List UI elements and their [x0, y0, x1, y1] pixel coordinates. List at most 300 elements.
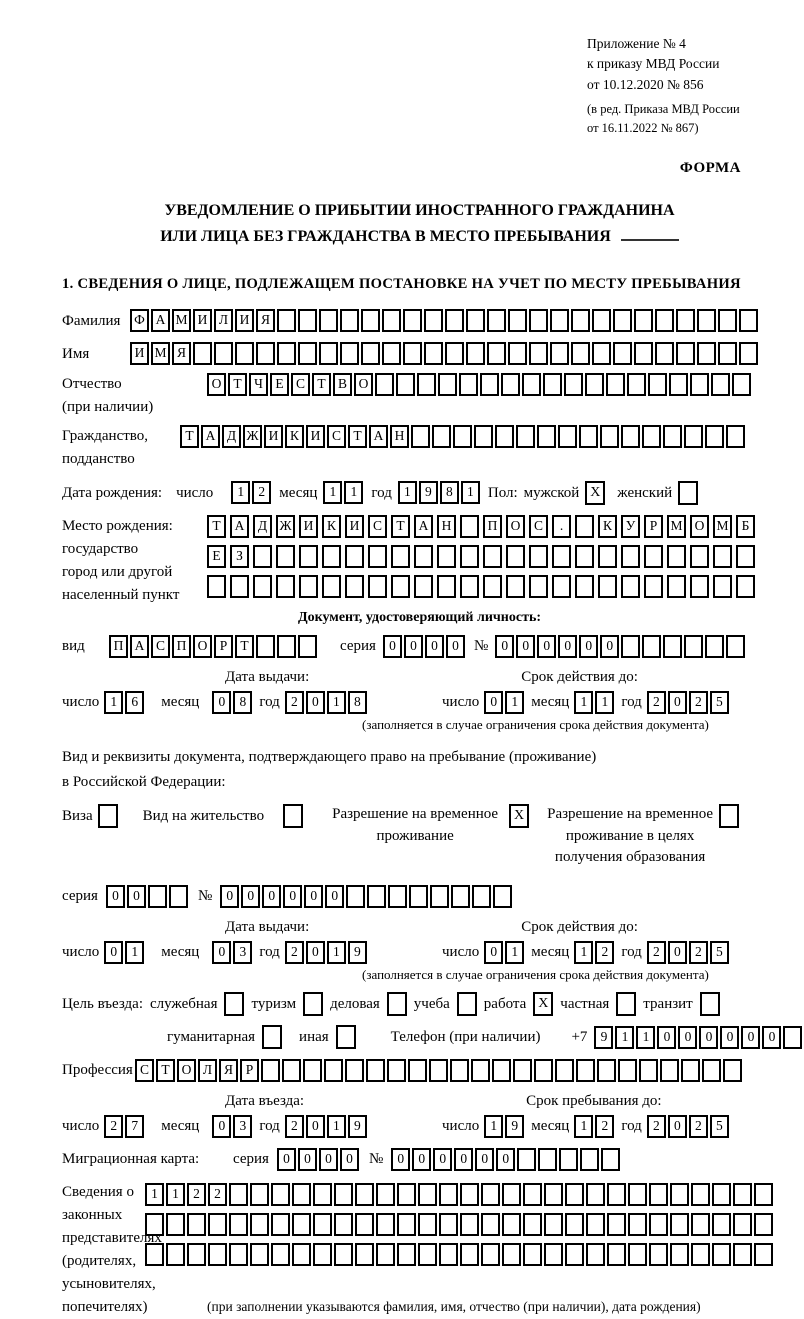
char-cell[interactable]: 2 [689, 1115, 708, 1138]
char-cell[interactable] [391, 575, 410, 598]
char-cell[interactable]: 0 [668, 941, 687, 964]
char-cell[interactable]: П [483, 515, 502, 538]
char-cell[interactable]: 2 [285, 691, 304, 714]
char-cell[interactable] [559, 1148, 578, 1171]
char-cell[interactable] [565, 1213, 584, 1236]
char-cell[interactable] [230, 575, 249, 598]
char-cell[interactable] [670, 1243, 689, 1266]
char-cell[interactable]: А [414, 515, 433, 538]
char-cell[interactable]: Б [736, 515, 755, 538]
char-cell[interactable] [376, 1243, 395, 1266]
char-cell[interactable] [148, 885, 167, 908]
char-cell[interactable] [319, 342, 338, 365]
char-cell[interactable] [207, 575, 226, 598]
char-cell[interactable] [691, 1183, 710, 1206]
char-cell[interactable] [580, 1148, 599, 1171]
char-cell[interactable]: И [299, 515, 318, 538]
char-cell[interactable]: 0 [762, 1026, 781, 1049]
char-cell[interactable] [340, 309, 359, 332]
char-cell[interactable] [276, 545, 295, 568]
char-cell[interactable] [634, 309, 653, 332]
char-cell[interactable]: 1 [323, 481, 342, 504]
char-cell[interactable] [313, 1213, 332, 1236]
char-cell[interactable]: О [177, 1059, 196, 1082]
char-cell[interactable]: 3 [233, 1115, 252, 1138]
char-cell[interactable] [644, 545, 663, 568]
char-cell[interactable]: 2 [187, 1183, 206, 1206]
char-cell[interactable]: Д [253, 515, 272, 538]
char-cell[interactable]: О [690, 515, 709, 538]
char-cell[interactable] [606, 373, 625, 396]
char-cell[interactable]: И [345, 515, 364, 538]
char-cell[interactable] [460, 1243, 479, 1266]
char-cell[interactable]: А [201, 425, 220, 448]
char-cell[interactable]: 2 [689, 941, 708, 964]
char-cell[interactable]: П [109, 635, 128, 658]
char-cell[interactable] [229, 1213, 248, 1236]
char-cell[interactable] [718, 342, 737, 365]
char-cell[interactable]: 0 [298, 1148, 317, 1171]
char-cell[interactable] [723, 1059, 742, 1082]
char-cell[interactable] [418, 1183, 437, 1206]
char-cell[interactable] [298, 635, 317, 658]
char-cell[interactable] [411, 425, 430, 448]
char-cell[interactable] [346, 885, 365, 908]
char-cell[interactable] [516, 425, 535, 448]
char-cell[interactable] [466, 309, 485, 332]
char-cell[interactable] [501, 373, 520, 396]
char-cell[interactable] [529, 342, 548, 365]
char-cell[interactable] [601, 1148, 620, 1171]
char-cell[interactable] [586, 1213, 605, 1236]
char-cell[interactable] [702, 1059, 721, 1082]
char-cell[interactable]: 2 [285, 1115, 304, 1138]
char-cell[interactable] [634, 342, 653, 365]
char-cell[interactable]: 0 [678, 1026, 697, 1049]
char-cell[interactable] [537, 425, 556, 448]
char-cell[interactable] [414, 545, 433, 568]
char-cell[interactable]: 0 [537, 635, 556, 658]
char-cell[interactable]: Ж [243, 425, 262, 448]
char-cell[interactable] [718, 309, 737, 332]
char-cell[interactable]: А [230, 515, 249, 538]
char-cell[interactable]: 0 [495, 635, 514, 658]
char-cell[interactable] [355, 1243, 374, 1266]
char-cell[interactable]: А [369, 425, 388, 448]
purpose-study-checkbox[interactable] [457, 992, 477, 1016]
char-cell[interactable]: 0 [558, 635, 577, 658]
char-cell[interactable]: Е [270, 373, 289, 396]
char-cell[interactable] [736, 575, 755, 598]
char-cell[interactable] [366, 1059, 385, 1082]
char-cell[interactable] [575, 545, 594, 568]
char-cell[interactable] [621, 545, 640, 568]
char-cell[interactable]: 0 [404, 635, 423, 658]
char-cell[interactable] [558, 425, 577, 448]
char-cell[interactable]: 1 [574, 691, 593, 714]
char-cell[interactable]: Л [214, 309, 233, 332]
char-cell[interactable]: Ф [130, 309, 149, 332]
char-cell[interactable] [670, 1213, 689, 1236]
char-cell[interactable]: 9 [348, 1115, 367, 1138]
char-cell[interactable]: 5 [710, 941, 729, 964]
char-cell[interactable]: 1 [231, 481, 250, 504]
purpose-work-checkbox[interactable]: X [533, 992, 553, 1016]
char-cell[interactable] [271, 1183, 290, 1206]
char-cell[interactable] [660, 1059, 679, 1082]
char-cell[interactable] [487, 309, 506, 332]
char-cell[interactable]: 1 [636, 1026, 655, 1049]
char-cell[interactable]: 0 [484, 691, 503, 714]
char-cell[interactable] [585, 373, 604, 396]
char-cell[interactable] [403, 342, 422, 365]
char-cell[interactable]: О [193, 635, 212, 658]
char-cell[interactable] [502, 1183, 521, 1206]
char-cell[interactable] [684, 635, 703, 658]
char-cell[interactable] [472, 885, 491, 908]
char-cell[interactable] [571, 309, 590, 332]
char-cell[interactable]: 1 [327, 691, 346, 714]
char-cell[interactable] [508, 342, 527, 365]
char-cell[interactable]: 9 [348, 941, 367, 964]
char-cell[interactable] [783, 1026, 802, 1049]
char-cell[interactable] [396, 373, 415, 396]
char-cell[interactable]: 0 [241, 885, 260, 908]
char-cell[interactable]: 1 [615, 1026, 634, 1049]
char-cell[interactable] [432, 425, 451, 448]
char-cell[interactable] [208, 1213, 227, 1236]
option-visa-checkbox[interactable] [98, 804, 118, 828]
char-cell[interactable]: 1 [145, 1183, 164, 1206]
char-cell[interactable] [607, 1183, 626, 1206]
char-cell[interactable]: 3 [233, 941, 252, 964]
char-cell[interactable] [391, 545, 410, 568]
char-cell[interactable] [376, 1183, 395, 1206]
char-cell[interactable] [460, 1183, 479, 1206]
char-cell[interactable] [250, 1243, 269, 1266]
char-cell[interactable] [322, 545, 341, 568]
char-cell[interactable] [256, 635, 275, 658]
char-cell[interactable] [493, 885, 512, 908]
char-cell[interactable] [145, 1213, 164, 1236]
char-cell[interactable] [754, 1183, 773, 1206]
char-cell[interactable]: 0 [127, 885, 146, 908]
char-cell[interactable] [345, 545, 364, 568]
char-cell[interactable] [550, 342, 569, 365]
char-cell[interactable] [166, 1243, 185, 1266]
char-cell[interactable] [642, 425, 661, 448]
char-cell[interactable] [340, 342, 359, 365]
char-cell[interactable]: 0 [391, 1148, 410, 1171]
char-cell[interactable] [502, 1213, 521, 1236]
char-cell[interactable]: 0 [657, 1026, 676, 1049]
char-cell[interactable]: 2 [252, 481, 271, 504]
char-cell[interactable]: 0 [668, 691, 687, 714]
char-cell[interactable] [495, 425, 514, 448]
char-cell[interactable]: 0 [699, 1026, 718, 1049]
char-cell[interactable] [642, 635, 661, 658]
char-cell[interactable]: М [667, 515, 686, 538]
char-cell[interactable]: 0 [741, 1026, 760, 1049]
char-cell[interactable]: 0 [277, 1148, 296, 1171]
option-temp-residence-checkbox[interactable]: X [509, 804, 529, 828]
char-cell[interactable]: 5 [710, 691, 729, 714]
char-cell[interactable] [600, 425, 619, 448]
char-cell[interactable] [187, 1213, 206, 1236]
char-cell[interactable] [544, 1243, 563, 1266]
char-cell[interactable] [480, 373, 499, 396]
char-cell[interactable]: С [291, 373, 310, 396]
char-cell[interactable] [474, 425, 493, 448]
char-cell[interactable] [669, 373, 688, 396]
char-cell[interactable] [517, 1148, 536, 1171]
char-cell[interactable] [429, 1059, 448, 1082]
char-cell[interactable] [256, 342, 275, 365]
char-cell[interactable]: 0 [306, 1115, 325, 1138]
char-cell[interactable] [607, 1213, 626, 1236]
char-cell[interactable] [414, 575, 433, 598]
char-cell[interactable] [712, 1243, 731, 1266]
char-cell[interactable] [523, 1213, 542, 1236]
char-cell[interactable] [690, 373, 709, 396]
char-cell[interactable]: В [333, 373, 352, 396]
char-cell[interactable]: 0 [720, 1026, 739, 1049]
char-cell[interactable] [313, 1183, 332, 1206]
char-cell[interactable]: 0 [668, 1115, 687, 1138]
char-cell[interactable]: 0 [220, 885, 239, 908]
char-cell[interactable]: П [172, 635, 191, 658]
char-cell[interactable] [506, 545, 525, 568]
char-cell[interactable]: Т [180, 425, 199, 448]
char-cell[interactable] [271, 1213, 290, 1236]
char-cell[interactable] [733, 1243, 752, 1266]
char-cell[interactable] [355, 1183, 374, 1206]
char-cell[interactable] [453, 425, 472, 448]
char-cell[interactable]: 0 [446, 635, 465, 658]
char-cell[interactable] [613, 309, 632, 332]
char-cell[interactable] [481, 1243, 500, 1266]
char-cell[interactable] [355, 1213, 374, 1236]
char-cell[interactable]: 2 [208, 1183, 227, 1206]
char-cell[interactable] [575, 575, 594, 598]
char-cell[interactable] [299, 545, 318, 568]
char-cell[interactable] [481, 1213, 500, 1236]
char-cell[interactable]: О [207, 373, 226, 396]
char-cell[interactable]: С [529, 515, 548, 538]
char-cell[interactable]: 0 [325, 885, 344, 908]
sex-male-checkbox[interactable]: X [585, 481, 605, 505]
char-cell[interactable]: 0 [212, 691, 231, 714]
char-cell[interactable] [502, 1243, 521, 1266]
char-cell[interactable]: Р [644, 515, 663, 538]
char-cell[interactable]: И [193, 309, 212, 332]
char-cell[interactable] [368, 545, 387, 568]
char-cell[interactable] [713, 545, 732, 568]
char-cell[interactable] [736, 545, 755, 568]
char-cell[interactable]: . [552, 515, 571, 538]
char-cell[interactable] [460, 545, 479, 568]
char-cell[interactable] [375, 373, 394, 396]
char-cell[interactable]: 0 [304, 885, 323, 908]
char-cell[interactable] [644, 575, 663, 598]
char-cell[interactable] [544, 1183, 563, 1206]
char-cell[interactable] [361, 342, 380, 365]
char-cell[interactable]: К [322, 515, 341, 538]
char-cell[interactable] [397, 1243, 416, 1266]
char-cell[interactable] [754, 1243, 773, 1266]
char-cell[interactable] [368, 575, 387, 598]
char-cell[interactable]: Я [172, 342, 191, 365]
char-cell[interactable]: М [172, 309, 191, 332]
char-cell[interactable] [450, 1059, 469, 1082]
char-cell[interactable]: З [230, 545, 249, 568]
char-cell[interactable] [451, 885, 470, 908]
char-cell[interactable]: 0 [319, 1148, 338, 1171]
char-cell[interactable] [739, 342, 758, 365]
char-cell[interactable] [649, 1183, 668, 1206]
char-cell[interactable] [361, 309, 380, 332]
char-cell[interactable]: 0 [104, 941, 123, 964]
char-cell[interactable]: 5 [710, 1115, 729, 1138]
char-cell[interactable] [649, 1243, 668, 1266]
char-cell[interactable]: 2 [689, 691, 708, 714]
char-cell[interactable] [607, 1243, 626, 1266]
char-cell[interactable] [684, 425, 703, 448]
char-cell[interactable]: Я [219, 1059, 238, 1082]
char-cell[interactable] [592, 342, 611, 365]
char-cell[interactable] [681, 1059, 700, 1082]
char-cell[interactable] [439, 1183, 458, 1206]
char-cell[interactable] [409, 885, 428, 908]
char-cell[interactable]: 1 [574, 941, 593, 964]
char-cell[interactable] [733, 1183, 752, 1206]
char-cell[interactable]: 0 [383, 635, 402, 658]
char-cell[interactable]: О [354, 373, 373, 396]
char-cell[interactable] [445, 342, 464, 365]
char-cell[interactable] [298, 309, 317, 332]
char-cell[interactable]: 1 [327, 1115, 346, 1138]
char-cell[interactable] [598, 545, 617, 568]
purpose-humanitarian-checkbox[interactable] [262, 1025, 282, 1049]
char-cell[interactable] [705, 425, 724, 448]
char-cell[interactable]: 0 [283, 885, 302, 908]
char-cell[interactable]: О [506, 515, 525, 538]
char-cell[interactable] [466, 342, 485, 365]
char-cell[interactable] [670, 1183, 689, 1206]
char-cell[interactable] [592, 309, 611, 332]
char-cell[interactable] [324, 1059, 343, 1082]
char-cell[interactable] [575, 515, 594, 538]
char-cell[interactable] [166, 1213, 185, 1236]
char-cell[interactable]: К [285, 425, 304, 448]
char-cell[interactable]: 7 [125, 1115, 144, 1138]
char-cell[interactable] [508, 309, 527, 332]
option-temp-residence-edu-checkbox[interactable] [719, 804, 739, 828]
char-cell[interactable] [492, 1059, 511, 1082]
char-cell[interactable]: 2 [647, 941, 666, 964]
char-cell[interactable] [460, 575, 479, 598]
char-cell[interactable] [552, 545, 571, 568]
char-cell[interactable]: А [151, 309, 170, 332]
char-cell[interactable] [271, 1243, 290, 1266]
char-cell[interactable] [639, 1059, 658, 1082]
char-cell[interactable] [388, 885, 407, 908]
char-cell[interactable] [690, 545, 709, 568]
char-cell[interactable] [649, 1213, 668, 1236]
char-cell[interactable] [376, 1213, 395, 1236]
char-cell[interactable]: М [713, 515, 732, 538]
char-cell[interactable] [214, 342, 233, 365]
char-cell[interactable] [628, 1243, 647, 1266]
char-cell[interactable] [277, 635, 296, 658]
char-cell[interactable]: 1 [327, 941, 346, 964]
char-cell[interactable]: 0 [454, 1148, 473, 1171]
char-cell[interactable] [618, 1059, 637, 1082]
char-cell[interactable]: 0 [433, 1148, 452, 1171]
char-cell[interactable]: Т [391, 515, 410, 538]
char-cell[interactable] [655, 342, 674, 365]
char-cell[interactable] [387, 1059, 406, 1082]
char-cell[interactable] [522, 373, 541, 396]
char-cell[interactable] [367, 885, 386, 908]
char-cell[interactable]: 9 [419, 481, 438, 504]
char-cell[interactable] [282, 1059, 301, 1082]
char-cell[interactable]: Т [156, 1059, 175, 1082]
char-cell[interactable] [292, 1183, 311, 1206]
char-cell[interactable]: Р [240, 1059, 259, 1082]
sex-female-checkbox[interactable] [678, 481, 698, 505]
char-cell[interactable]: 0 [425, 635, 444, 658]
char-cell[interactable]: 0 [600, 635, 619, 658]
char-cell[interactable] [439, 1243, 458, 1266]
char-cell[interactable]: И [306, 425, 325, 448]
char-cell[interactable] [334, 1213, 353, 1236]
purpose-other-checkbox[interactable] [336, 1025, 356, 1049]
char-cell[interactable]: Ч [249, 373, 268, 396]
char-cell[interactable]: 8 [233, 691, 252, 714]
char-cell[interactable] [726, 425, 745, 448]
purpose-business-checkbox[interactable] [387, 992, 407, 1016]
char-cell[interactable] [313, 1243, 332, 1266]
char-cell[interactable]: Т [235, 635, 254, 658]
char-cell[interactable] [408, 1059, 427, 1082]
char-cell[interactable]: 1 [398, 481, 417, 504]
char-cell[interactable]: 8 [348, 691, 367, 714]
char-cell[interactable] [277, 309, 296, 332]
char-cell[interactable] [529, 575, 548, 598]
char-cell[interactable] [598, 575, 617, 598]
char-cell[interactable]: 6 [125, 691, 144, 714]
char-cell[interactable] [552, 575, 571, 598]
char-cell[interactable] [676, 342, 695, 365]
char-cell[interactable] [712, 1213, 731, 1236]
char-cell[interactable] [292, 1243, 311, 1266]
char-cell[interactable] [513, 1059, 532, 1082]
char-cell[interactable] [418, 1243, 437, 1266]
char-cell[interactable] [193, 342, 212, 365]
char-cell[interactable]: Ж [276, 515, 295, 538]
char-cell[interactable]: Т [207, 515, 226, 538]
char-cell[interactable]: Е [207, 545, 226, 568]
char-cell[interactable] [726, 635, 745, 658]
char-cell[interactable] [169, 885, 188, 908]
char-cell[interactable] [430, 885, 449, 908]
char-cell[interactable]: 0 [516, 635, 535, 658]
char-cell[interactable]: Н [437, 515, 456, 538]
char-cell[interactable]: 2 [104, 1115, 123, 1138]
char-cell[interactable] [621, 425, 640, 448]
char-cell[interactable]: 0 [475, 1148, 494, 1171]
